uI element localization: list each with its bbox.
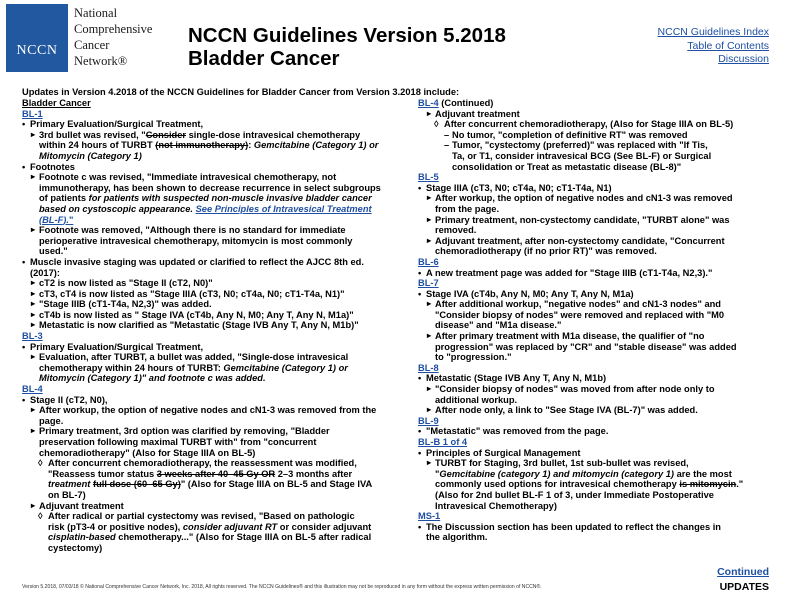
- update-item: [418, 119, 768, 130]
- page-reference-link[interactable]: BL-7: [418, 278, 439, 289]
- update-item: [22, 162, 407, 173]
- update-item: [418, 373, 768, 384]
- update-text: ◊ After concurrent chemoradiotherapy, (Also for Stage IIIA on BL-5): [418, 119, 768, 130]
- discussion-link[interactable]: Discussion: [718, 53, 769, 65]
- update-text: – Tumor, "cystectomy (preferred)" was replaced with "If Tis, Ta, or T1, consider intravesical BCG (See BL-F) or Surgical consolidation or Treat as metastatic disease (BL-8)": [418, 140, 768, 172]
- update-item: [418, 215, 768, 236]
- update-item: [22, 172, 407, 225]
- guidelines-index-link[interactable]: NCCN Guidelines Index: [657, 26, 769, 38]
- update-text: • Muscle invasive staging was updated or clarified to reflect the AJCC 8th ed. (2017):: [22, 257, 407, 278]
- update-item: [22, 331, 407, 342]
- page-reference-link[interactable]: BL-4: [418, 98, 439, 108]
- update-text: (Continued): [438, 98, 494, 108]
- update-item: [22, 278, 407, 289]
- update-item: [22, 299, 407, 310]
- updates-heading: Updates in Version 4.2018 of the NCCN Guidelines for Bladder Cancer from Version 3.2018 include:: [22, 87, 460, 97]
- update-item: [22, 426, 407, 458]
- update-item: [22, 320, 407, 331]
- update-item: [418, 384, 768, 405]
- update-item: [418, 405, 768, 416]
- page-reference-link[interactable]: MS-1: [418, 511, 441, 522]
- update-item: [418, 426, 768, 437]
- update-item: [418, 299, 768, 331]
- update-text: • Primary Evaluation/Surgical Treatment,: [22, 119, 407, 130]
- update-item: [22, 119, 407, 130]
- update-item: [418, 109, 768, 120]
- update-text: ▸ TURBT for Staging, 3rd bullet, 1st sub-bullet was revised, "Gemcitabine (category 1) and mitomycin (category 1) are the most commonly used options for intravesical chemotherapy is mitomycin." (Also for 2nd bullet BL-F 1 of 3, under Immediate Postoperative Intravesical Chemotherapy): [418, 458, 768, 511]
- update-text: • Stage IVA (cT4b, Any N, M0; Any T, Any N, M1a): [418, 289, 768, 300]
- update-text: ◊ After concurrent chemoradiotherapy, the reassessment was modified, "Reassess tumor status 3 weeks after 40–45 Gy OR 2–3 months after treatment full dose (60–65 Gy)" (Also for Stage IIIA on BL-5 and Stage IVA on BL-7): [22, 458, 407, 500]
- update-text: ▸ After primary treatment with M1a disease, the qualifier of "no progression" was replaced by "CR" and "stable disease" was added to "progression.": [418, 331, 768, 363]
- update-text: ▸ Footnote c was revised, "Immediate intravesical chemotherapy, not immunotherapy, has been shown to decrease recurrence in select subgroups of patients for patients with suspected non-muscle invasive bladder cancer based on cystoscopic appearance. See Principles of Intravesical Treatment (BL-F).": [22, 172, 407, 225]
- updates-label: UPDATES: [719, 581, 769, 593]
- right-column: [418, 98, 768, 543]
- update-item: [418, 511, 768, 522]
- update-text: ▸ After node only, a link to "See Stage IVA (BL-7)" was added.: [418, 405, 768, 416]
- update-item: [22, 289, 407, 300]
- update-item: [22, 98, 407, 109]
- page-reference-link[interactable]: BL-8: [418, 362, 439, 373]
- title-cancer: Bladder Cancer: [188, 47, 340, 70]
- update-item: [418, 363, 768, 374]
- update-text: ▸ Adjuvant treatment: [22, 501, 407, 512]
- page-reference-link[interactable]: BL-B 1 of 4: [418, 437, 468, 447]
- update-text: ▸ After additional workup, "negative nodes" and cN1-3 nodes" and "Consider biopsy of nodes" were removed and replaced with "M0 disease" and "M1a disease.": [418, 299, 768, 331]
- page-title: [188, 24, 506, 70]
- update-text: ▸ "Stage IIIB (cT1-T4a, N2,3)" was added.: [22, 299, 407, 310]
- update-item: [22, 310, 407, 321]
- update-item: [418, 98, 768, 109]
- continued-link[interactable]: Continued: [717, 566, 769, 578]
- update-item: [22, 342, 407, 353]
- update-item: [418, 172, 768, 183]
- page-reference-link[interactable]: BL-6: [418, 256, 439, 267]
- page-reference-link[interactable]: BL-9: [418, 415, 439, 426]
- update-text: ▸ Evaluation, after TURBT, a bullet was added, "Single-dose intravesical chemotherapy within 24 hours of TURBT: Gemcitabine (Category 1) or Mitomycin (Category 1)" and footnote c was added.: [22, 352, 407, 384]
- left-column: [22, 98, 407, 554]
- update-item: [22, 384, 407, 395]
- title-version: NCCN Guidelines Version 5.2018: [188, 24, 506, 47]
- update-item: [418, 437, 768, 448]
- logo-box: NCCN: [6, 4, 68, 72]
- update-text: • Metastatic (Stage IVB Any T, Any N, M1b): [418, 373, 768, 384]
- update-item: [418, 193, 768, 214]
- update-text: ▸ Primary treatment, 3rd option was clarified by removing, "Bladder preservation following maximal TURBT with" from "concurrent chemoradiotherapy" (Also for Stage IIIA on BL-5): [22, 426, 407, 458]
- update-item: [418, 416, 768, 427]
- update-item: [418, 236, 768, 257]
- update-text: • Primary Evaluation/Surgical Treatment,: [22, 342, 407, 353]
- update-item: [22, 405, 407, 426]
- update-text: • Principles of Surgical Management: [418, 448, 768, 459]
- update-text: ▸ Footnote was removed, "Although there is no standard for immediate perioperative intravesical chemotherapy, mitomycin is most commonly used.": [22, 225, 407, 257]
- update-item: [418, 268, 768, 279]
- update-item: [418, 183, 768, 194]
- update-item: [418, 140, 768, 172]
- update-item: [22, 130, 407, 162]
- page-reference-link[interactable]: BL-4: [22, 384, 43, 395]
- update-item: [418, 458, 768, 511]
- copyright-footer: Version 5.2018, 07/03/18 © National Comprehensive Cancer Network, Inc. 2018, All rights reserved. The NCCN Guidelines® and this illustration may not be reproduced in any form without the express written permission of NCCN®.: [22, 584, 542, 590]
- update-text: • Footnotes: [22, 162, 407, 173]
- update-text: ▸ After workup, the option of negative nodes and cN1-3 was removed from the page.: [418, 193, 768, 214]
- update-text: ▸ 3rd bullet was revised, "Consider single-dose intravesical chemotherapy within 24 hours of TURBT (not immunotherapy): Gemcitabine (Category 1) or Mitomycin (Category 1): [22, 130, 407, 162]
- update-text: • A new treatment page was added for "Stage IIIB (cT1-T4a, N2,3).": [418, 268, 768, 279]
- update-text: ▸ cT3, cT4 is now listed as "Stage IIIA (cT3, N0; cT4a, N0; cT1-T4a, N1)": [22, 289, 407, 300]
- logo-wordmark: National Comprehensive Cancer Network®: [74, 6, 153, 68]
- update-text: ▸ cT2 is now listed as "Stage II (cT2, N0)": [22, 278, 407, 289]
- update-item: [22, 458, 407, 500]
- update-text: • "Metastatic" was removed from the page.: [418, 426, 768, 437]
- table-of-contents-link[interactable]: Table of Contents: [687, 39, 769, 52]
- update-item: [418, 278, 768, 289]
- page-reference-link[interactable]: BL-5: [418, 172, 439, 183]
- nccn-logo: [6, 4, 166, 74]
- update-text: Bladder Cancer: [22, 98, 91, 108]
- update-item: [22, 257, 407, 278]
- top-links: [658, 26, 769, 67]
- update-text: ▸ Metastatic is now clarified as "Metastatic (Stage IVB Any T, Any N, M1b)": [22, 320, 407, 331]
- update-item: [418, 331, 768, 363]
- update-item: [418, 257, 768, 268]
- page-reference-link[interactable]: BL-1: [22, 108, 43, 119]
- update-text: – No tumor, "completion of definitive RT" was removed: [418, 130, 768, 141]
- update-text: • Stage II (cT2, N0),: [22, 395, 407, 406]
- update-item: [22, 109, 407, 120]
- page-reference-link[interactable]: BL-3: [22, 331, 43, 342]
- update-item: [22, 501, 407, 512]
- update-text: ◊ After radical or partial cystectomy was revised, "Based on pathologic risk (pT3-4 or positive nodes), consider adjuvant RT or consider adjuvant cisplatin-based chemotherapy..." (Also for Stage IIIA on BL-5 after radical cystectomy): [22, 511, 407, 553]
- update-text: ▸ cT4b is now listed as " Stage IVA (cT4b, Any N, M0; Any T, Any N, M1a)": [22, 310, 407, 321]
- update-text: • The Discussion section has been updated to reflect the changes in the algorithm.: [418, 522, 768, 543]
- update-item: [418, 289, 768, 300]
- update-item: [418, 448, 768, 459]
- update-text: ▸ After workup, the option of negative nodes and cN1-3 was removed from the page.: [22, 405, 407, 426]
- update-text: ▸ Adjuvant treatment, after non-cystectomy candidate, "Concurrent chemoradiotherapy (if no prior RT)" was removed.: [418, 236, 768, 257]
- update-item: [418, 522, 768, 543]
- update-item: [22, 395, 407, 406]
- update-text: ▸ Adjuvant treatment: [418, 109, 768, 120]
- update-text: ▸ Primary treatment, non-cystectomy candidate, "TURBT alone" was removed.: [418, 215, 768, 236]
- update-item: [22, 511, 407, 553]
- update-text: • Stage IIIA (cT3, N0; cT4a, N0; cT1-T4a, N1): [418, 183, 768, 194]
- update-item: [22, 352, 407, 384]
- update-text: ▸ "Consider biopsy of nodes" was moved from after node only to additional workup.: [418, 384, 768, 405]
- update-item: [418, 130, 768, 141]
- update-item: [22, 225, 407, 257]
